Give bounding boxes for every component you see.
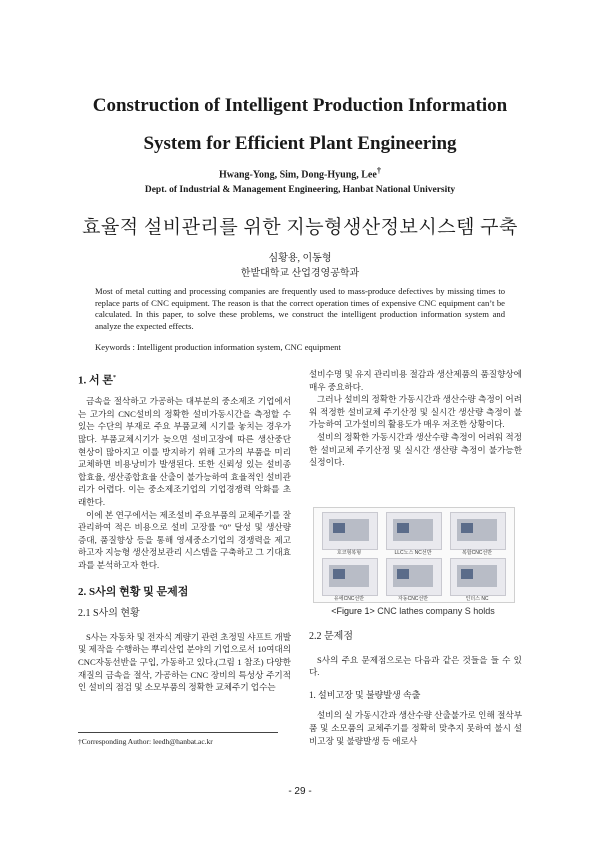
lathe-label: 인더스 NC [465, 596, 489, 602]
left-column [78, 372, 291, 694]
section-2-2-heading: 2.2 문제점 [309, 631, 353, 642]
lathe-label: 호코형복형 [336, 550, 362, 556]
authors [40, 166, 560, 180]
right-column-bottom [309, 631, 522, 747]
keywords: Keywords : Intelligent production information system, CNC equipment [95, 342, 341, 352]
lathe-photo [322, 558, 378, 596]
corresponding-author-mark: † [376, 166, 381, 175]
footnote-divider [78, 732, 278, 733]
page-number: - 29 - [288, 786, 312, 797]
lathe-photo [450, 512, 506, 550]
lathe-photo [386, 512, 442, 550]
figure-cnc-lathes [313, 507, 515, 603]
korean-affiliation: 한밭대학교 산업경영공학과 [240, 268, 360, 279]
paper-title-line1: Construction of Intelligent Production Information [92, 95, 508, 116]
figure-caption-text: CNC lathes company S holds [377, 606, 495, 616]
author-names: Hwang-Yong, Sim, Dong-Hyung, Lee [219, 169, 377, 181]
korean-authors: 심황용, 이동형 [268, 253, 332, 264]
lathe-label: LLC노스 NC선반 [394, 550, 432, 556]
lathe-label: 유에CNC선반 [333, 596, 365, 602]
footnote: †Corresponding Author: leedh@hanbat.ac.kr [78, 737, 213, 746]
right-paragraph-2: 그러나 설비의 정확한 가동시간과 생산수량 측정이 어려워 적정한 설비교체 주기산정 및 실시간 생산량 측정이 불가능하여 고가설비의 활용도가 매우 저조한 상황이다. [309, 394, 522, 430]
abstract: Most of metal cutting and processing companies are frequently used to mass-produce defectives by missing times to replace parts of CNC equipment. The reason is that the correct operation times of expensive CNC equipment can’t be calculated. In this paper, to solve these problems, we construct the intelligent production information system and analyze the expected effects. [95, 286, 505, 331]
lathe-label: 자동CNC선반 [397, 596, 429, 602]
figure-caption [313, 606, 513, 616]
lathe-photo [386, 558, 442, 596]
right-column-top [309, 368, 522, 469]
right-paragraph-1: 설비수명 및 유지 관리비용 절감과 생산제품의 품질향상에 매우 중요하다. [309, 369, 522, 392]
section-1-heading: 1. 서 론* [78, 374, 117, 387]
problems-intro-paragraph: S사의 주요 문제점으로는 다음과 같은 것들을 들 수 있다. [309, 654, 522, 678]
section-2-1-heading: 2.1 S사의 현황 [78, 608, 140, 620]
section-2-heading: 2. S사의 현황 및 문제점 [78, 585, 189, 598]
lathe-label: 복합CNC선반 [461, 550, 493, 556]
intro-paragraph-2: 이에 본 연구에서는 제조설비 주요부품의 교체주기를 잘 관리하여 적은 비용으로 설비 고장률 “0” 달성 및 생산량 증대, 품질향상 등을 통해 영세중소기업의 경쟁력을 제고하고자 지능형 생산정보관리 시스템을 구축하고 그 기대효과를 분석하고자 한다. [78, 509, 291, 570]
problem-item-1: 1. 설비고장 및 불량발생 속출 [309, 689, 421, 700]
lathe-photo [450, 558, 506, 596]
company-status-paragraph: S사는 자동차 및 전자식 계량기 관련 초정밀 샤프트 개발 및 제작을 수행하는 뿌리산업 분야의 기업으로서 10여대의 CNC자동선반을 구입, 가동하고 있다.(그림 1 참조) 다양한 재질의 금속을 절삭, 가공하는 CNC 장비의 특성상 주기적인 설비의 점검 및 소모부품의 정확한 교체주기 업수는 [78, 631, 291, 693]
problem-item-1-paragraph: 설비의 실 가동시간과 생산수량 산출불가로 인해 절삭부품 및 소모품의 교체주기를 정확히 맞추지 못하여 불시 설비고장 및 불량발생 등 애로사 [309, 710, 522, 746]
figure-caption-prefix: <Figure 1> [331, 606, 375, 616]
korean-title: 효율적 설비관리를 위한 지능형생산정보시스템 구축 [82, 217, 518, 238]
right-paragraph-3: 설비의 정확한 가동시간과 생산수량 측정이 어려워 적정한 설비교체 주기산정 및 실시간 생산량 측정이 불가능한 실정이다. [309, 431, 522, 468]
lathe-photo [322, 512, 378, 550]
footnote-mark: * [113, 375, 117, 381]
intro-paragraph-1: 금속을 절삭하고 가공하는 대부분의 중소제조 기업에서는 고가의 CNC설비의 정확한 설비가동시간을 측정할 수 있는 수단의 부재로 주요 부품교체 시기를 놓치는 경우가 많다. 부품교체시기가 늦으면 설비고장에 따른 생산중단 현상이 많아지고 이를 방지하기 위해 고가의 부품을 미리 교체하면 비용낭비가 발생된다. 또한 신뢰성 있는 설비종합효율, 생산종합효율 산출이 불가능하여 효율적인 설비관리가 어렵다. 이는 중소제조기업의 기업경쟁력 악화를 초래한다. [78, 396, 291, 507]
affiliation: Dept. of Industrial & Management Engineering, Hanbat National University [144, 185, 456, 195]
paper-title-line2: System for Efficient Plant Engineering [143, 133, 457, 154]
